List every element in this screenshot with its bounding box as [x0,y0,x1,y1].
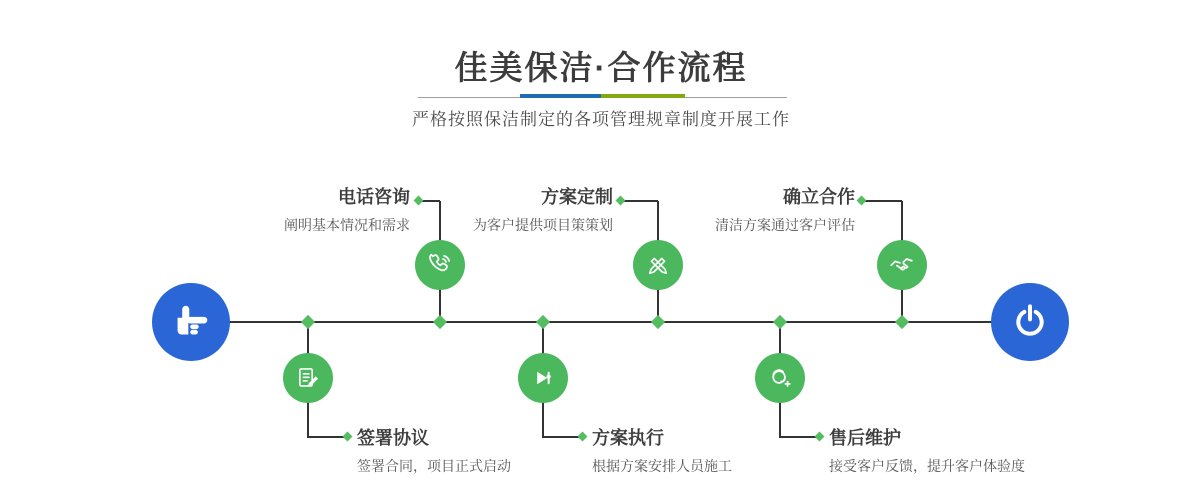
step-desc: 为客户提供项目策策划 [473,216,613,233]
step-label-aftersales [829,428,1025,476]
step-circle-aftersales [755,353,805,403]
timeline-node-diamond [773,315,787,329]
step-desc: 清洁方案通过客户评估 [715,216,855,233]
step-circle-cooperation [877,240,927,290]
handshake-icon [888,251,916,279]
timeline-start-node [152,283,230,361]
step-desc: 阐明基本情况和需求 [284,216,410,233]
step-title: 方案定制 [541,187,613,207]
step-desc: 根据方案安排人员施工 [592,457,732,474]
headset-plus-icon [766,364,794,392]
phone-icon [426,251,454,279]
step-circle-execute [518,353,568,403]
label-diamond [414,196,424,206]
step-circle-phone [415,240,465,290]
connector-horizontal [621,200,658,202]
hand-point-right-icon [168,299,214,345]
step-title: 签署协议 [357,428,429,448]
label-diamond [578,432,588,442]
step-label-cooperation [715,187,855,235]
step-title: 方案执行 [592,428,664,448]
step-circle-design [633,240,683,290]
label-diamond [616,196,626,206]
timeline-node-diamond [895,315,909,329]
page-title: 佳美保洁·合作流程 [454,49,748,86]
divider-blue-segment [520,94,601,98]
step-title: 售后维护 [829,428,901,448]
timeline-node-diamond [651,315,665,329]
divider-accent [520,94,685,98]
timeline-node-diamond [301,315,315,329]
connector-horizontal [862,200,902,202]
divider-green-segment [601,94,685,98]
label-diamond [343,432,353,442]
label-diamond [815,432,825,442]
step-label-design [473,187,613,235]
step-label-contract [357,428,511,476]
step-circle-contract [283,353,333,403]
label-diamond [857,196,867,206]
timeline-end-node [991,283,1069,361]
contract-pen-icon [294,364,322,392]
timeline-node-diamond [433,315,447,329]
step-label-execute [592,428,732,476]
step-label-phone [284,187,410,235]
page-subtitle: 严格按照保洁制定的各项管理规章制度开展工作 [412,110,790,129]
step-title: 电话咨询 [338,187,410,207]
timeline-node-diamond [536,315,550,329]
step-title: 确立合作 [783,187,855,207]
play-slider-icon [529,364,557,392]
step-desc: 接受客户反馈，提升客户体验度 [829,457,1025,474]
power-icon [1010,302,1050,342]
step-desc: 签署合同，项目正式启动 [357,457,511,474]
crossed-pencils-icon [644,251,672,279]
